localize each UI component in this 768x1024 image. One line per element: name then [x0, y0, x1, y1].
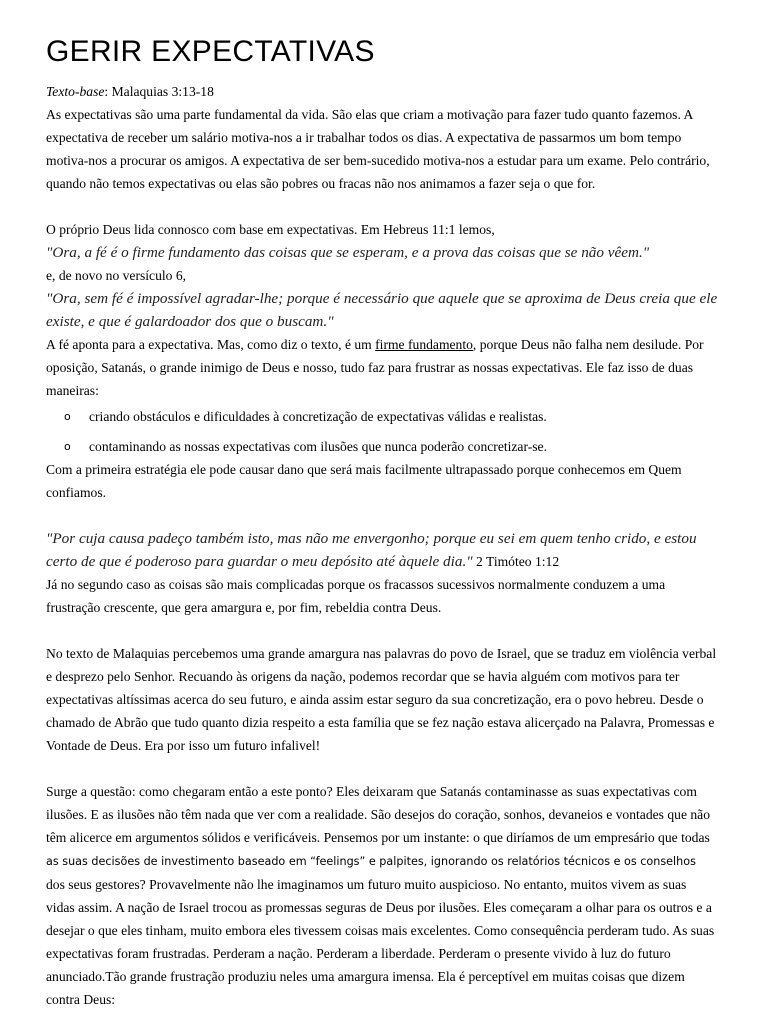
underlined-firme-fundamento: firme fundamento	[375, 337, 473, 352]
page-title: GERIR EXPECTATIVAS	[46, 35, 375, 68]
paragraph-hebreus: O próprio Deus lida connosco com base em expectativas. Em Hebreus 11:1 lemos,	[46, 222, 495, 237]
paragraph-primeira-estrategia: Com a primeira estratégia ele pode causar dano que será mais facilmente ultrapassado porque conhecemos em Quem confiamos.	[46, 462, 682, 500]
quote-hebreus-11-6: "Ora, sem fé é impossível agradar-lhe; porque é necessário que aquele que se aproxima de Deus creia que ele existe, e que é galardoador dos que o buscam."	[46, 290, 718, 330]
texto-base-label: Texto-base	[46, 84, 105, 99]
paragraph-questao-informal: as suas decisões de investimento baseado em “feelings” e palpites, ignorando os relatórios técnicos e os conselhos	[46, 855, 696, 868]
paragraph-questao	[46, 780, 718, 1011]
bullet-icon: o	[64, 440, 71, 453]
paragraph-fe-end: , porque Deus não falha nem desilude. Por oposição, Satanás, o grande inimigo de Deus e nosso, tudo faz para frustrar as nossas expectativas. Ele faz isso de duas maneiras:	[46, 337, 704, 398]
paragraph-malaquias: No texto de Malaquias percebemos uma grande amargura nas palavras do povo de Israel, que se traduz em violência verbal e desprezo pelo Senhor. Recuando às origens da nação, podemos recordar que se havia alguém com motivos para ter expectativas altíssimas acerca do seu futuro, e ainda assim estar seguro da sua concretização, era o povo hebreu. Desde o chamado de Abrão que tudo quanto dizia respeito a esta família que se fez nação estava alicerçado na Palavra, Promessas e Vontade de Deus. Era por isso um futuro infalivel!	[46, 646, 717, 753]
texto-base-reference: : Malaquias 3:13-18	[104, 84, 214, 99]
paragraph-fe	[46, 333, 718, 402]
quote-timoteo-block	[46, 527, 718, 573]
list-item-text: criando obstáculos e dificuldades à concretização de expectativas válidas e realistas.	[89, 409, 547, 424]
strategy-list	[46, 405, 718, 458]
list-item	[46, 405, 718, 428]
quote-hebreus-11-1: "Ora, a fé é o firme fundamento das coisas que se esperam, e a prova das coisas que se não vêem."	[46, 244, 650, 261]
list-item-text: contaminando as nossas expectativas com ilusões que nunca poderão concretizar-se.	[89, 439, 547, 454]
paragraph-fe-start: A fé aponta para a expectativa. Mas, como diz o texto, é um	[46, 337, 376, 352]
list-item	[46, 435, 718, 458]
paragraph-versiculo-6: e, de novo no versículo 6,	[46, 268, 187, 283]
paragraph-questao-start: Surge a questão: como chegaram então a este ponto? Eles deixaram que Satanás contaminasse as suas expectativas com ilusões. E as ilusões não têm nada que ver com a realidade. São desejos do coração, sonhos, devaneios e vontades que não têm alicerce em argumentos sólidos e verificáveis. Pensemos por um instante: o que diríamos de um empresário que todas	[46, 784, 711, 845]
document-body	[46, 80, 718, 1011]
paragraph-segundo-caso: Já no segundo caso as coisas são mais complicadas porque os fracassos sucessivos normalmente conduzem a uma frustração crescente, que gera amargura e, por fim, rebeldia contra Deus.	[46, 577, 666, 615]
bullet-icon: o	[64, 410, 71, 423]
quote-timoteo: "Por cuja causa padeço também isto, mas não me envergonho; porque eu sei em quem tenho crido, e estou certo de que é poderoso para guardar o meu depósito até àquele dia."	[46, 530, 697, 570]
paragraph-questao-end: dos seus gestores? Provavelmente não lhe imaginamos um futuro muito auspicioso. No entanto, muitos vivem as suas vidas assim. A nação de Israel trocou as promessas seguras de Deus por ilusões. Eles começaram a olhar para os outros e a desejar o que eles tinham, muito embora eles tivessem coisas mais excelentes. Como consequência perderam tudo. As suas expectativas foram frustradas. Perderam a nação. Perderam a liberdade. Perderam o presente vivido à luz do futuro anunciado.Tão grande frustração produziu neles uma amargura imensa. Ela é perceptível em muitas coisas que dizem contra Deus:	[46, 877, 715, 1007]
quote-timoteo-reference: 2 Timóteo 1:12	[472, 554, 560, 569]
paragraph-intro: As expectativas são uma parte fundamental da vida. São elas que criam a motivação para fazer tudo quanto fazemos. A expectativa de receber um salário motiva-nos a ir trabalhar todos os dias. A expectativa de passarmos um bom tempo motiva-nos a procurar os amigos. A expectativa de ser bem-sucedido motiva-nos a estudar para um exame. Pelo contrário, quando não temos expectativas ou elas são pobres ou fracas não nos animamos a fazer seja o que for.	[46, 107, 710, 191]
texto-base-line	[46, 80, 718, 103]
